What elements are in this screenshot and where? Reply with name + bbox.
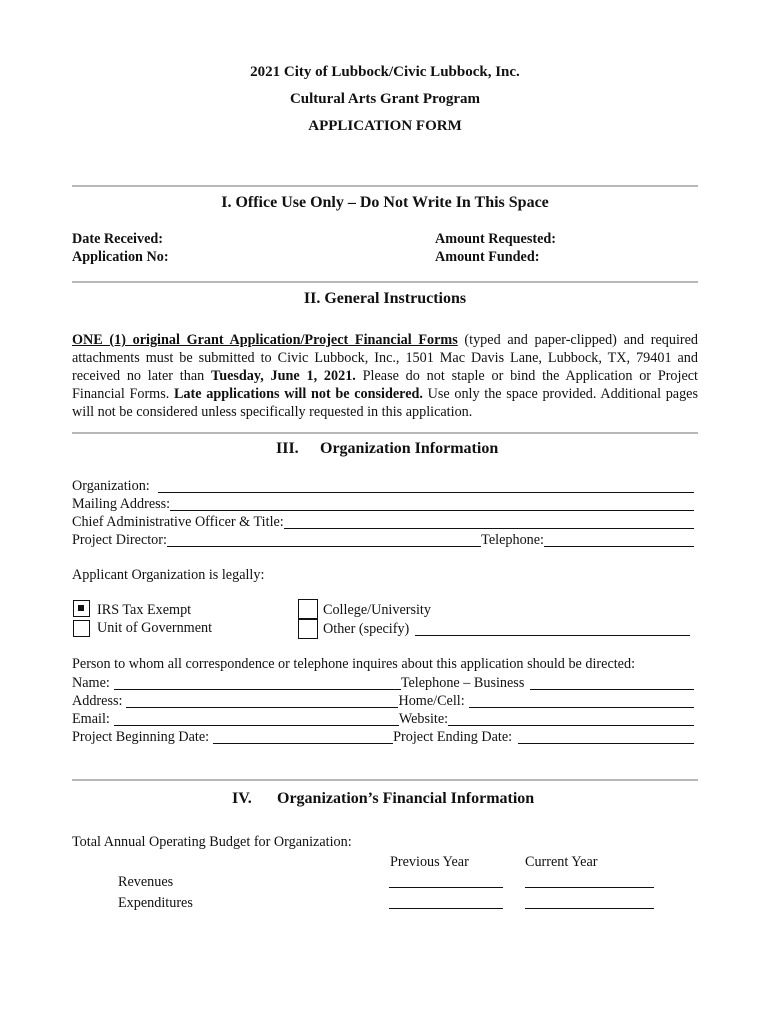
instructions-deadline: Tuesday, June 1, 2021. — [211, 368, 356, 384]
other-checkbox[interactable] — [298, 619, 318, 639]
other-specify-label: Other (specify) — [323, 621, 410, 637]
correspondence-label: Person to whom all correspondence or telephone inquires about this application should be directed: — [72, 656, 636, 672]
organization-row — [72, 477, 694, 495]
contact-email-row — [72, 710, 694, 728]
form-title-line2: Cultural Arts Grant Program — [289, 91, 481, 107]
mailing-address-field[interactable] — [170, 496, 694, 511]
college-university-checkbox[interactable] — [298, 599, 318, 619]
other-specify-row — [323, 620, 690, 638]
section-instructions-title: II. General Instructions — [303, 290, 467, 307]
contact-address-row — [72, 692, 694, 710]
form-title-line3: APPLICATION FORM — [308, 118, 462, 134]
expenditures-label: Expenditures — [118, 895, 193, 911]
project-director-row — [72, 531, 694, 549]
divider — [72, 281, 698, 283]
project-dates-row — [72, 728, 694, 746]
operating-budget-label: Total Annual Operating Budget for Organization: — [72, 834, 352, 850]
project-end-date-field[interactable] — [518, 729, 694, 744]
other-specify-field[interactable] — [415, 621, 690, 636]
telephone-business-field[interactable] — [530, 675, 694, 690]
project-begin-date-field[interactable] — [213, 729, 393, 744]
organization-field[interactable] — [158, 478, 694, 493]
instructions-late-warning: Late applications will not be considered. — [173, 386, 423, 402]
amount-requested-label: Amount Requested: — [435, 231, 556, 247]
mailing-address-row — [72, 495, 694, 513]
home-cell-label: Home/Cell: — [398, 693, 465, 709]
home-cell-field[interactable] — [469, 693, 694, 708]
expenditures-previous-year-field[interactable] — [389, 894, 503, 909]
contact-name-label: Name: — [72, 675, 110, 691]
amount-funded-label: Amount Funded: — [435, 249, 540, 265]
contact-email-field[interactable] — [114, 711, 399, 726]
instructions-text-1: (typed and paper-clipped) and required attachments must be submitted to Civic Lubbock, Inc., 1501 Mac Davis Lane, Lubbock, TX, 79401 and received no later than — [72, 332, 698, 384]
divider — [72, 185, 698, 187]
legal-status-label: Applicant Organization is legally: — [72, 567, 265, 583]
chief-officer-row — [72, 513, 694, 531]
unit-of-government-checkbox[interactable] — [73, 620, 90, 637]
contact-name-field[interactable] — [114, 675, 401, 690]
irs-tax-exempt-checkbox[interactable] — [73, 600, 90, 617]
previous-year-header: Previous Year — [390, 854, 469, 870]
revenues-previous-year-field[interactable] — [389, 873, 503, 888]
project-director-field[interactable] — [167, 532, 481, 547]
project-begin-date-label: Project Beginning Date: — [72, 729, 210, 745]
website-label: Website: — [398, 711, 449, 727]
divider — [72, 432, 698, 434]
unit-of-government-label: Unit of Government — [97, 620, 213, 636]
instructions-paragraph — [72, 331, 698, 421]
chief-officer-label: Chief Administrative Officer & Title: — [72, 514, 284, 530]
expenditures-current-year-field[interactable] — [525, 894, 654, 909]
telephone-label: Telephone: — [481, 532, 544, 548]
irs-tax-exempt-label: IRS Tax Exempt — [97, 602, 192, 618]
telephone-business-label: Telephone – Business — [400, 675, 525, 691]
section-financial-number: IV. — [232, 790, 252, 807]
revenues-label: Revenues — [118, 874, 174, 890]
divider — [72, 779, 698, 781]
section-office-use-title: I. Office Use Only – Do Not Write In This Space — [221, 194, 549, 211]
organization-label: Organization: — [72, 478, 150, 494]
contact-email-label: Email: — [72, 711, 110, 727]
date-received-label: Date Received: — [72, 231, 163, 247]
college-university-label: College/University — [323, 602, 431, 618]
chief-officer-field[interactable] — [284, 514, 694, 529]
website-field[interactable] — [448, 711, 694, 726]
telephone-field[interactable] — [544, 532, 694, 547]
contact-address-field[interactable] — [126, 693, 398, 708]
project-end-date-label: Project Ending Date: — [393, 729, 513, 745]
current-year-header: Current Year — [525, 854, 598, 870]
form-title-line1: 2021 City of Lubbock/Civic Lubbock, Inc. — [250, 64, 520, 80]
revenues-current-year-field[interactable] — [525, 873, 654, 888]
application-no-label: Application No: — [72, 249, 169, 265]
instructions-text-3: Use only the space provided. Additional pages will not be considered unless specifically requested in this application. — [72, 386, 698, 420]
project-director-label: Project Director: — [72, 532, 167, 548]
contact-name-row — [72, 674, 694, 692]
section-organization-title: Organization Information — [320, 440, 499, 457]
section-organization-number: III. — [276, 440, 299, 457]
mailing-address-label: Mailing Address: — [72, 496, 171, 512]
section-financial-title: Organization’s Financial Information — [277, 790, 535, 807]
instructions-required-forms: ONE (1) original Grant Application/Project Financial Forms — [72, 332, 458, 348]
contact-address-label: Address: — [72, 693, 123, 709]
instructions-text-2: Please do not staple or bind the Application or Project Financial Forms. — [72, 368, 699, 402]
